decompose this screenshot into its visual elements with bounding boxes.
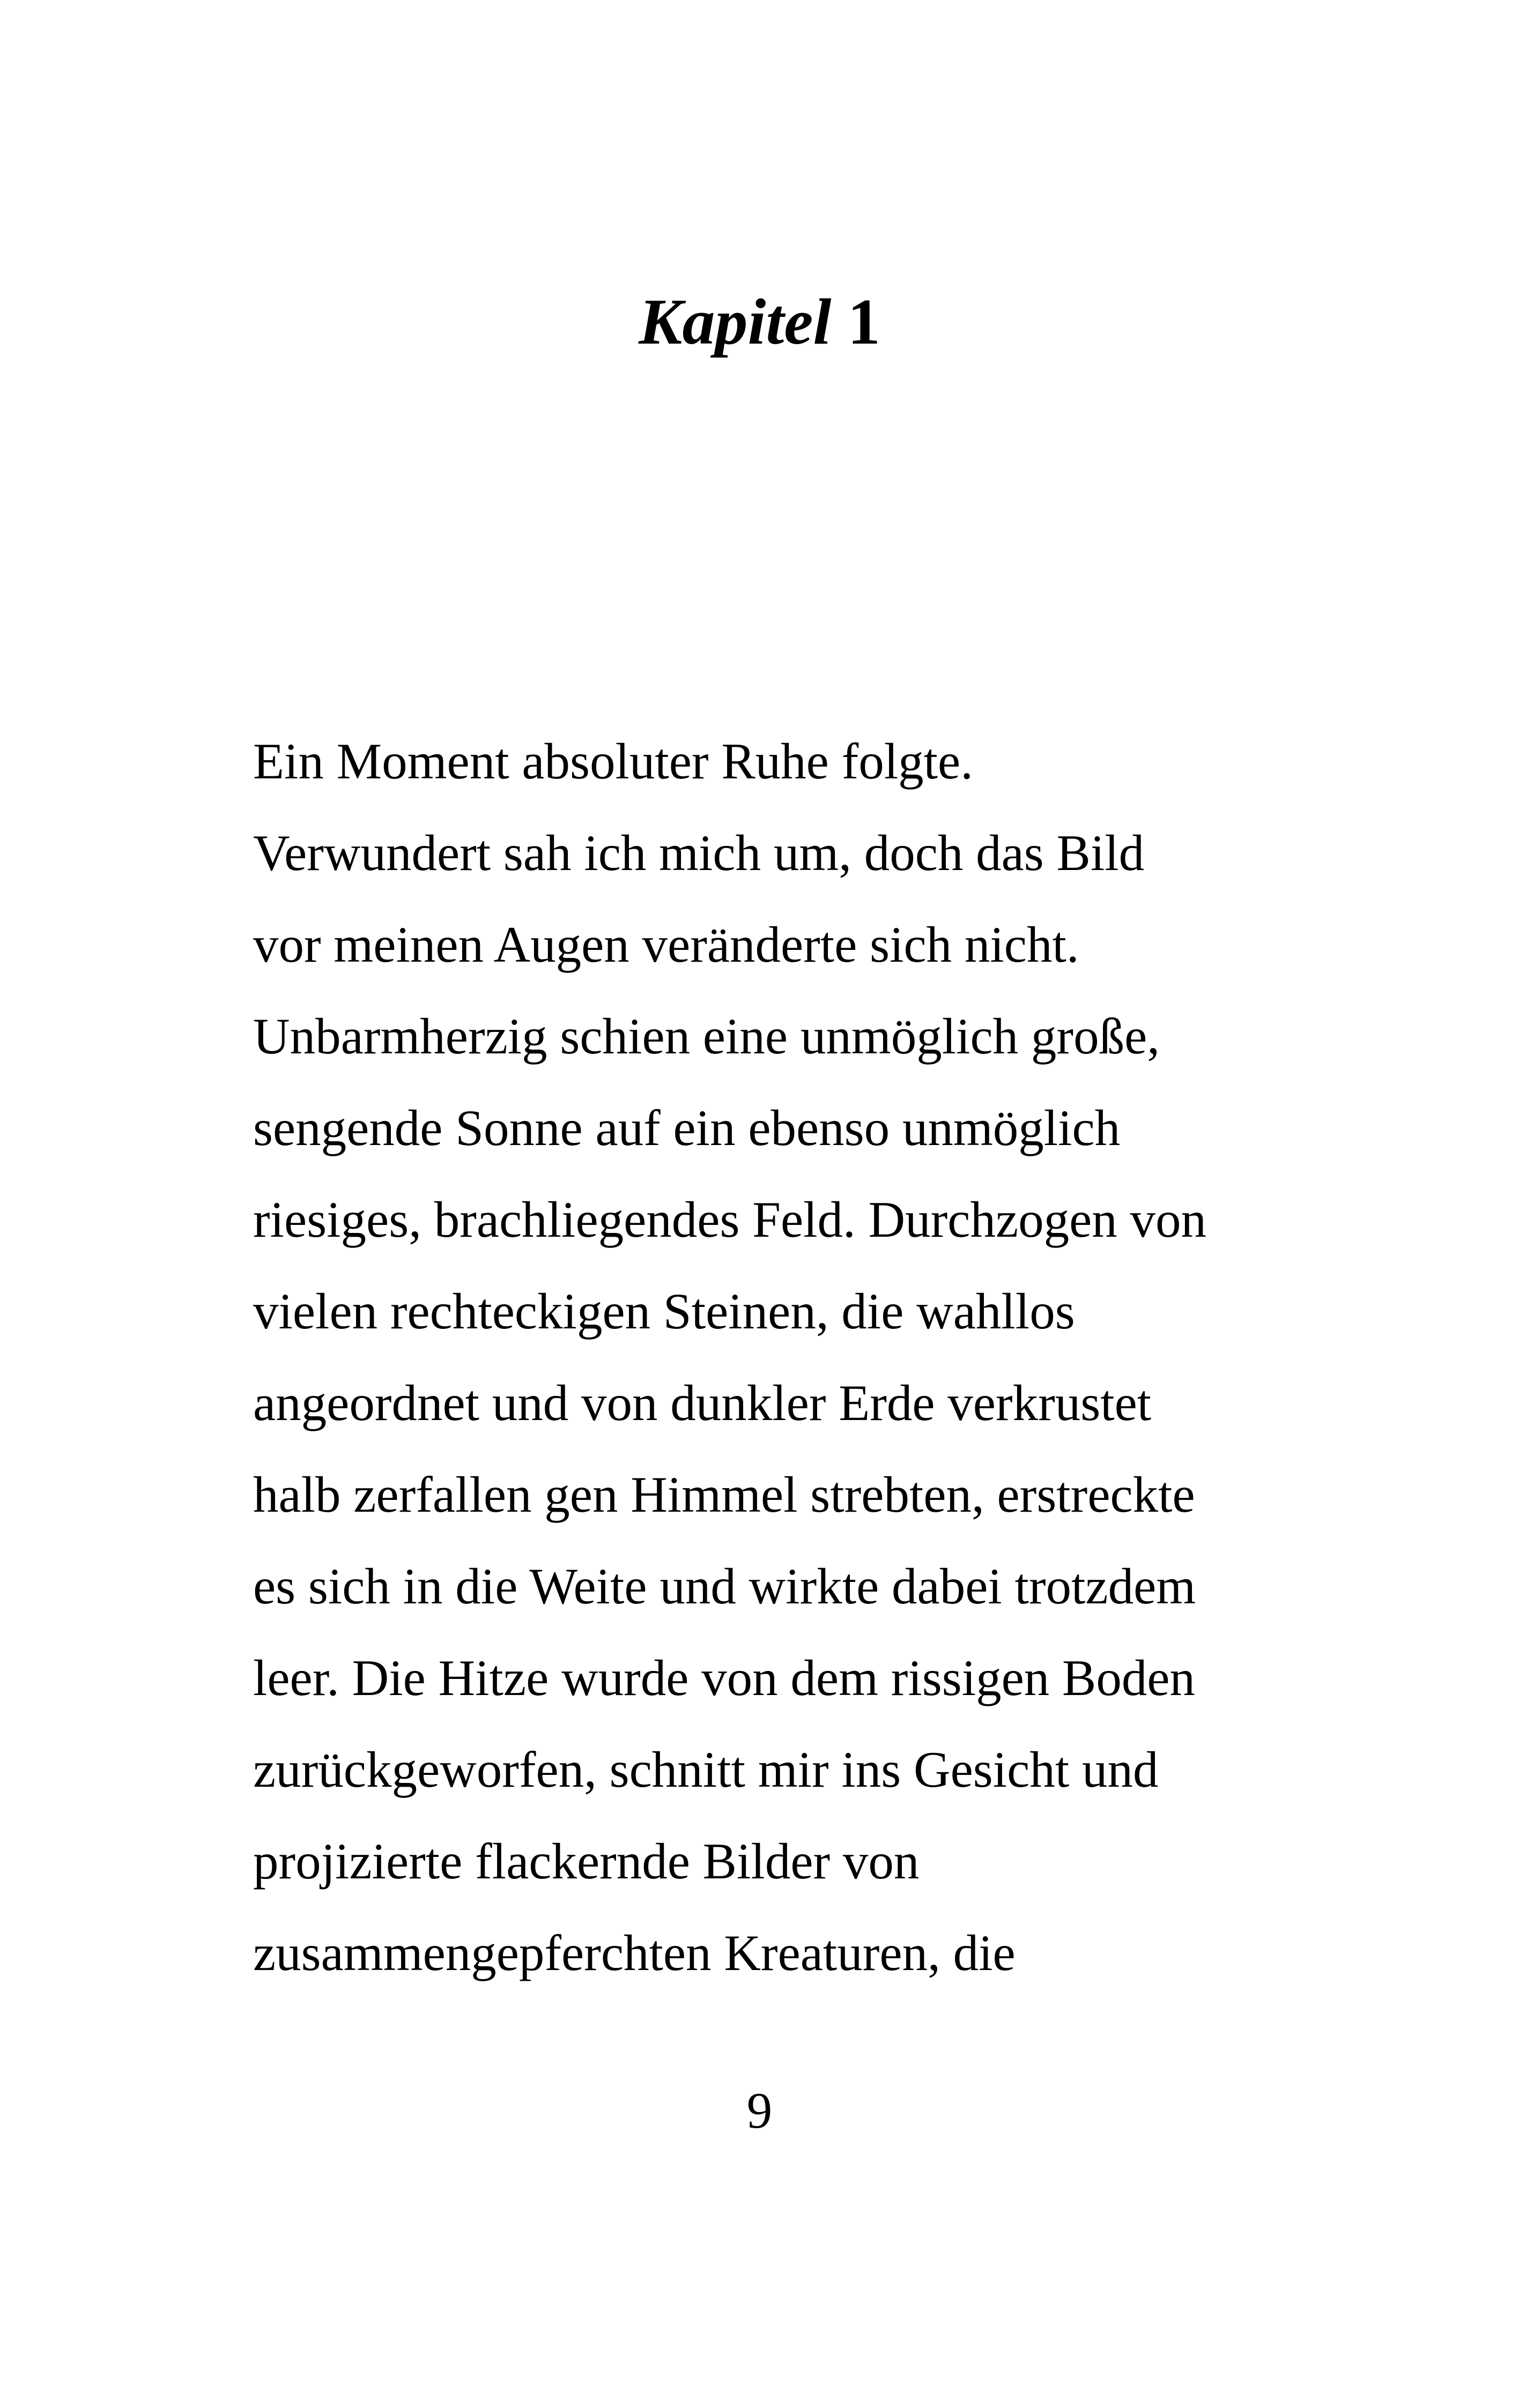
chapter-body-text [253, 716, 1315, 1999]
text-line: halb zerfallen gen Himmel strebten, erstreckte [253, 1466, 1195, 1523]
chapter-heading [0, 286, 1519, 358]
text-line: sengende Sonne auf ein ebenso unmöglich [253, 1099, 1121, 1156]
text-line: Unbarmherzig schien eine unmöglich große, [253, 1008, 1160, 1065]
text-line: leer. Die Hitze wurde von dem rissigen Boden [253, 1649, 1196, 1706]
page-number: 9 [746, 2082, 773, 2139]
text-line: vor meinen Augen veränderte sich nicht. [253, 916, 1079, 973]
text-line: vielen rechteckigen Steinen, die wahllos [253, 1283, 1075, 1340]
text-line: riesiges, brachliegendes Feld. Durchzogen von [253, 1191, 1207, 1248]
text-line: projizierte flackernde Bilder von [253, 1833, 920, 1890]
chapter-number: 1 [847, 286, 880, 358]
text-line: zusammengepferchten Kreaturen, die [253, 1924, 1016, 1981]
chapter-word: Kapitel [639, 286, 832, 358]
text-line: Ein Moment absoluter Ruhe folgte. [253, 733, 973, 790]
text-line: angeordnet und von dunkler Erde verkrustet [253, 1374, 1152, 1431]
text-line: Verwundert sah ich mich um, doch das Bild [253, 824, 1145, 881]
text-line: zurückgeworfen, schnitt mir ins Gesicht und [253, 1741, 1159, 1798]
text-line: es sich in die Weite und wirkte dabei trotzdem [253, 1558, 1196, 1615]
